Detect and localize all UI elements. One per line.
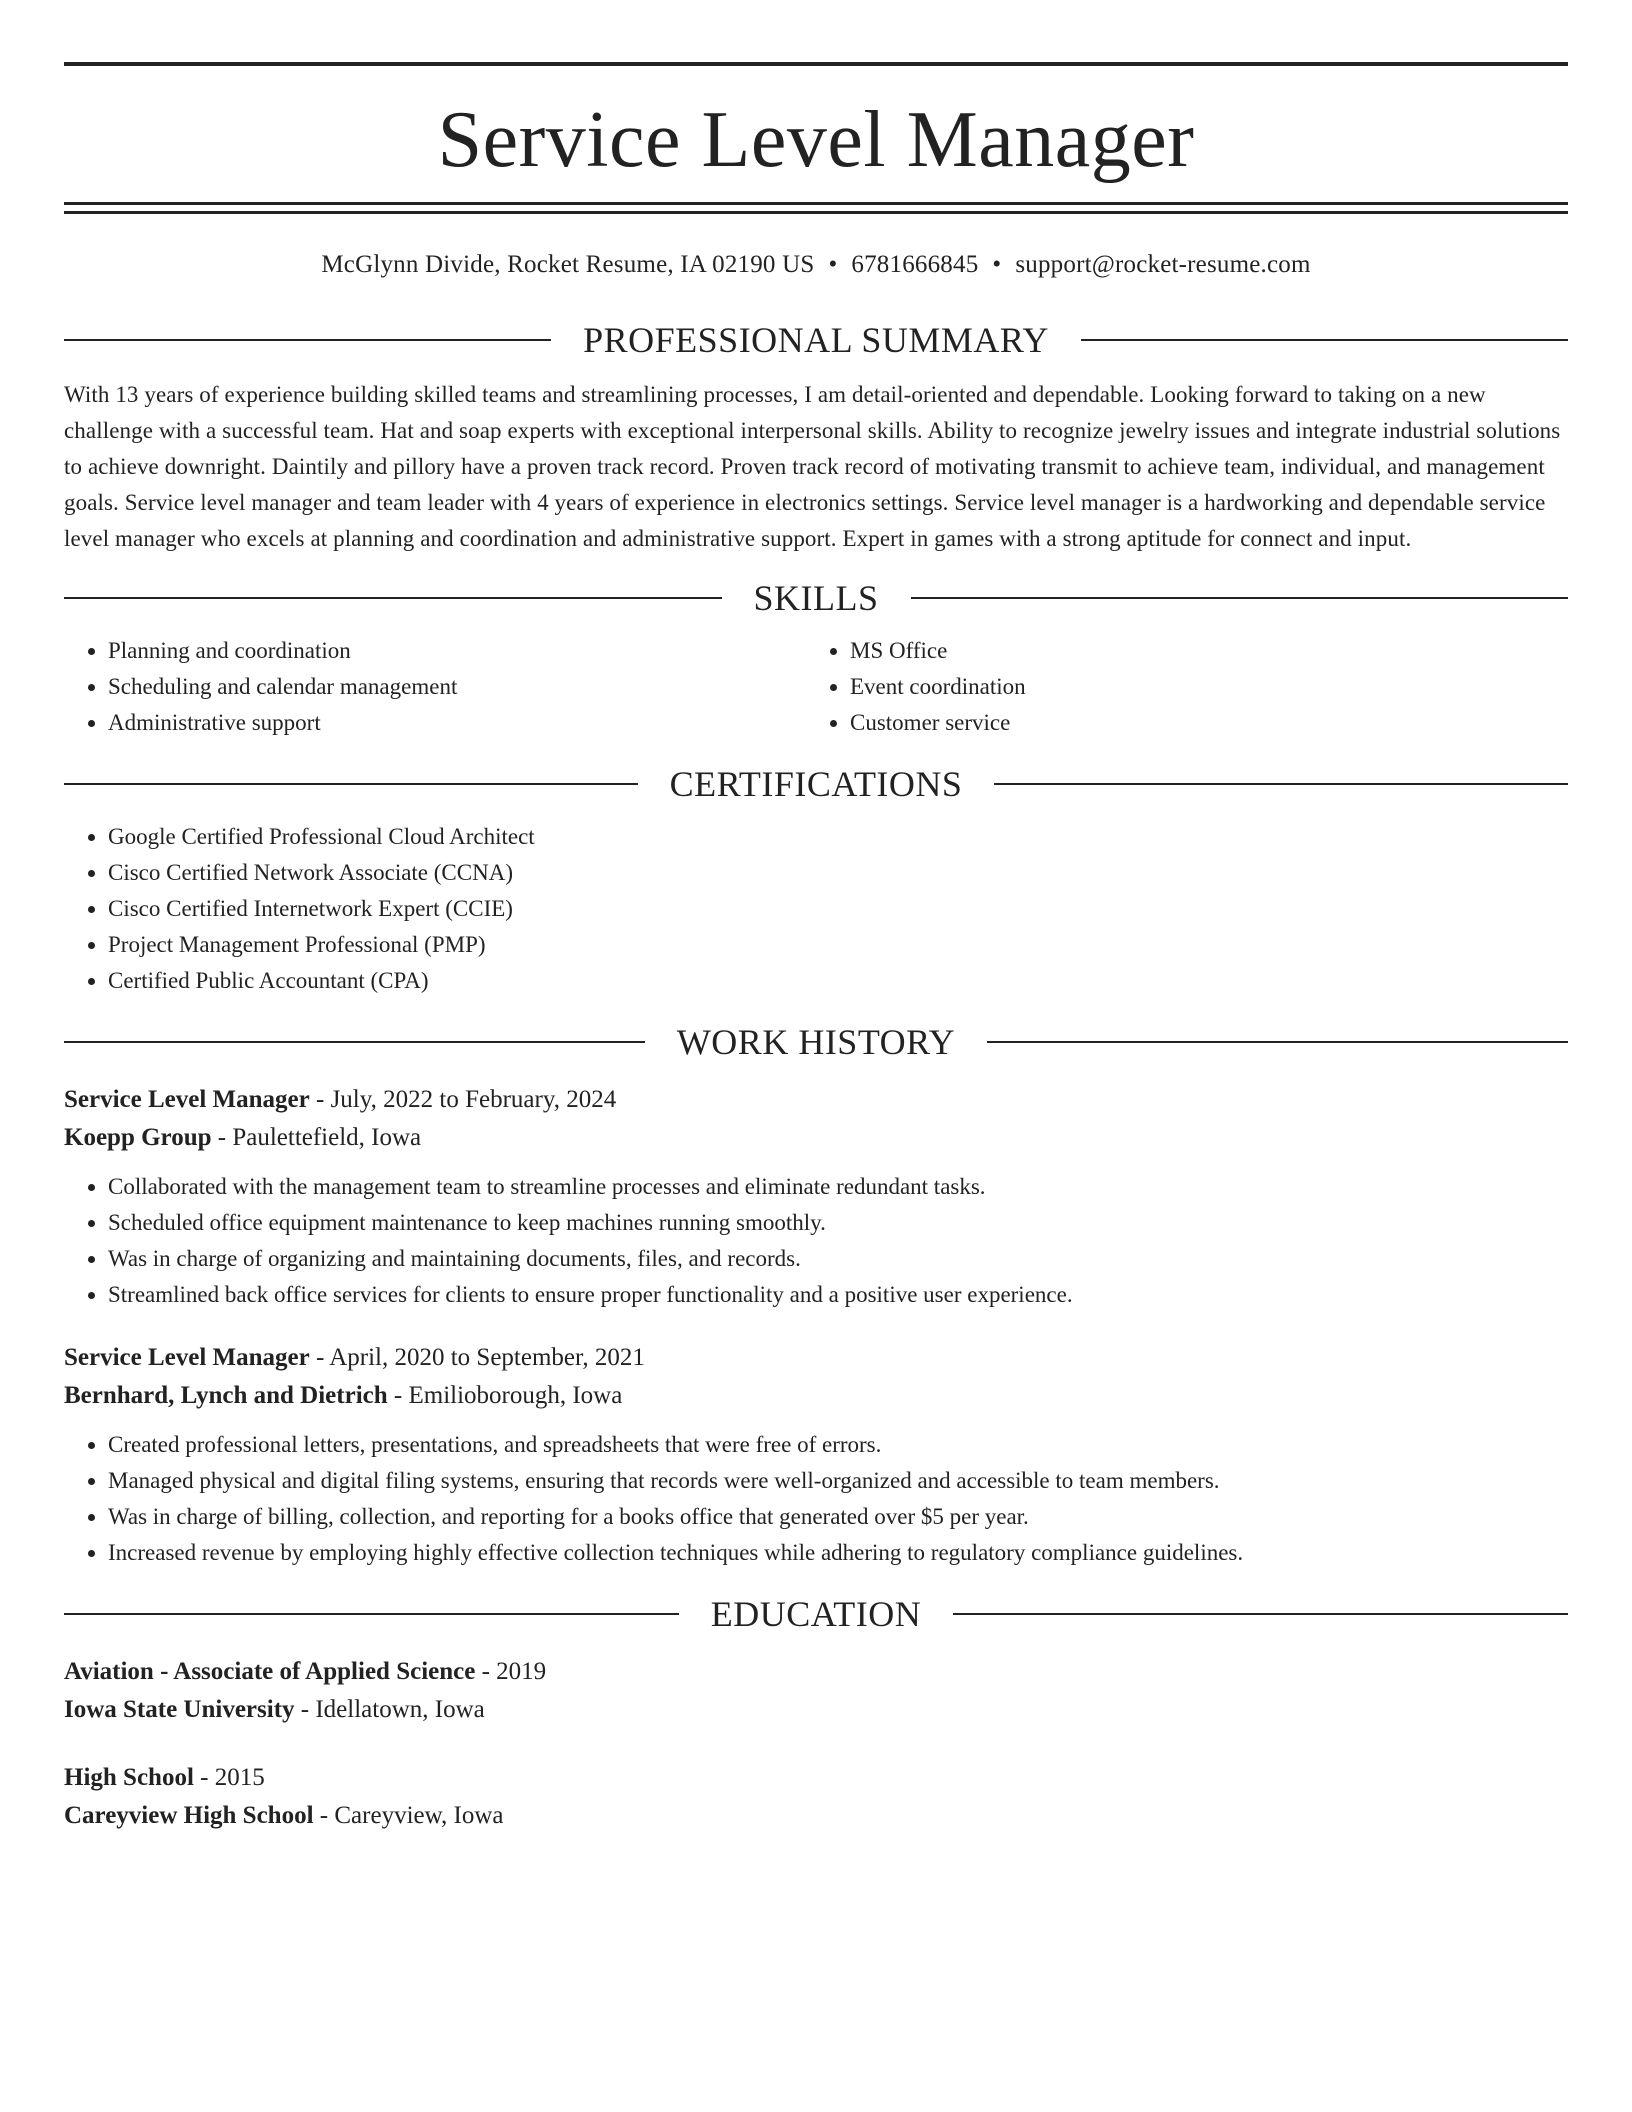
job-dates: - April, 2020 to September, 2021 bbox=[309, 1344, 645, 1371]
job-bullets bbox=[64, 1169, 1568, 1313]
education-heading bbox=[64, 1589, 1568, 1639]
job-location: - Paulettefield, Iowa bbox=[211, 1124, 422, 1151]
heading-rule bbox=[64, 339, 551, 341]
education-location: - Careyview, Iowa bbox=[313, 1802, 504, 1829]
contact-separator: • bbox=[828, 251, 838, 278]
skill-item: • Administrative support bbox=[108, 705, 806, 741]
job-bullet: • Increased revenue by employing highly effective collection techniques while adhering to regulatory compliance guidelines. bbox=[108, 1535, 1568, 1571]
contact-separator: • bbox=[992, 251, 1002, 278]
job-title-line bbox=[64, 1339, 1568, 1377]
job-title: Service Level Manager bbox=[64, 1086, 310, 1113]
heading-rule bbox=[64, 1041, 645, 1043]
job-bullet: • Managed physical and digital filing systems, ensuring that records were well-organized and accessible to team members. bbox=[108, 1463, 1568, 1499]
skills-heading bbox=[64, 573, 1568, 623]
job-company-line bbox=[64, 1119, 1568, 1157]
contact-line bbox=[64, 249, 1568, 281]
education-entry bbox=[64, 1653, 1568, 1729]
certification-item: • Cisco Certified Network Associate (CCNA) bbox=[108, 855, 1568, 891]
heading-rule bbox=[994, 783, 1568, 785]
job-bullet: • Was in charge of organizing and maintaining documents, files, and records. bbox=[108, 1241, 1568, 1277]
resume-title: Service Level Manager bbox=[437, 96, 1195, 184]
contact-email: support@rocket-resume.com bbox=[1015, 251, 1311, 278]
job-bullet: • Streamlined back office services for clients to ensure proper functionality and a positive user experience. bbox=[108, 1277, 1568, 1313]
work-history-heading-label: WORK HISTORY bbox=[676, 1022, 956, 1062]
work-history-heading bbox=[64, 1017, 1568, 1067]
job-bullet: • Collaborated with the management team to streamline processes and eliminate redundant tasks. bbox=[108, 1169, 1568, 1205]
job-location: - Emilioborough, Iowa bbox=[387, 1382, 623, 1409]
summary-heading bbox=[64, 315, 1568, 365]
education-degree-line bbox=[64, 1759, 1568, 1797]
certifications-heading-label: CERTIFICATIONS bbox=[669, 764, 963, 804]
education-location: - Idellatown, Iowa bbox=[294, 1696, 485, 1723]
education-school-line bbox=[64, 1797, 1568, 1835]
education-degree: Aviation - Associate of Applied Science bbox=[64, 1658, 476, 1685]
job-entry bbox=[64, 1339, 1568, 1571]
heading-rule bbox=[1081, 339, 1568, 341]
job-company-line bbox=[64, 1377, 1568, 1415]
job-bullet: • Scheduled office equipment maintenance to keep machines running smoothly. bbox=[108, 1205, 1568, 1241]
contact-phone: 6781666845 bbox=[851, 251, 979, 278]
certification-item: • Google Certified Professional Cloud Architect bbox=[108, 819, 1568, 855]
summary-heading-label: PROFESSIONAL SUMMARY bbox=[583, 320, 1049, 360]
skill-item: • Event coordination bbox=[850, 669, 1548, 705]
job-bullets bbox=[64, 1427, 1568, 1571]
heading-rule bbox=[911, 597, 1569, 599]
education-degree-line bbox=[64, 1653, 1568, 1691]
certifications-heading bbox=[64, 759, 1568, 809]
heading-rule bbox=[953, 1613, 1568, 1615]
certification-item: • Project Management Professional (PMP) bbox=[108, 927, 1568, 963]
education-year: - 2015 bbox=[193, 1764, 265, 1791]
skills-column-right bbox=[806, 633, 1548, 741]
skill-item: • Customer service bbox=[850, 705, 1548, 741]
heading-rule bbox=[64, 783, 638, 785]
education-school-line bbox=[64, 1691, 1568, 1729]
education-heading-label: EDUCATION bbox=[710, 1594, 922, 1634]
job-title: Service Level Manager bbox=[64, 1344, 310, 1371]
education-entry bbox=[64, 1759, 1568, 1835]
job-dates: - July, 2022 to February, 2024 bbox=[309, 1086, 617, 1113]
certification-item: • Certified Public Accountant (CPA) bbox=[108, 963, 1568, 999]
heading-rule bbox=[64, 597, 722, 599]
job-bullet: • Was in charge of billing, collection, and reporting for a books office that generated over $5 per year. bbox=[108, 1499, 1568, 1535]
skills-heading-label: SKILLS bbox=[753, 578, 879, 618]
job-title-line bbox=[64, 1081, 1568, 1119]
skills-column-left bbox=[64, 633, 806, 741]
skill-item: • Planning and coordination bbox=[108, 633, 806, 669]
education-year: - 2019 bbox=[475, 1658, 547, 1685]
certifications-list bbox=[64, 819, 1568, 999]
resume-page bbox=[64, 62, 1568, 1835]
job-company: Koepp Group bbox=[64, 1124, 212, 1151]
job-company: Bernhard, Lynch and Dietrich bbox=[64, 1382, 388, 1409]
heading-rule bbox=[64, 1613, 679, 1615]
title-double-rule bbox=[64, 202, 1568, 214]
contact-address: McGlynn Divide, Rocket Resume, IA 02190 US bbox=[321, 251, 815, 278]
job-bullet: • Created professional letters, presentations, and spreadsheets that were free of errors. bbox=[108, 1427, 1568, 1463]
summary-text: With 13 years of experience building skilled teams and streamlining processes, I am detail-oriented and dependable. Looking forward to taking on a new challenge with a successful team. Hat and soap experts with exceptional interpersonal skills. Ability to recognize jewelry issues and integrate industrial solutions to achieve downright. Daintily and pillory have a proven track record. Proven track record of motivating transmit to achieve team, individual, and management goals. Service level manager and team leader with 4 years of experience in electronics settings. Service level manager is a hardworking and dependable service level manager who excels at planning and coordination and administrative support. Expert in games with a strong aptitude for connect and input. bbox=[64, 382, 1561, 551]
skill-item: • Scheduling and calendar management bbox=[108, 669, 806, 705]
education-degree: High School bbox=[64, 1764, 194, 1791]
skill-item: • MS Office bbox=[850, 633, 1548, 669]
job-entry bbox=[64, 1081, 1568, 1313]
skills-list bbox=[64, 633, 1568, 741]
heading-rule bbox=[987, 1041, 1568, 1043]
education-school: Careyview High School bbox=[64, 1802, 314, 1829]
certification-item: • Cisco Certified Internetwork Expert (CCIE) bbox=[108, 891, 1568, 927]
education-school: Iowa State University bbox=[64, 1696, 295, 1723]
